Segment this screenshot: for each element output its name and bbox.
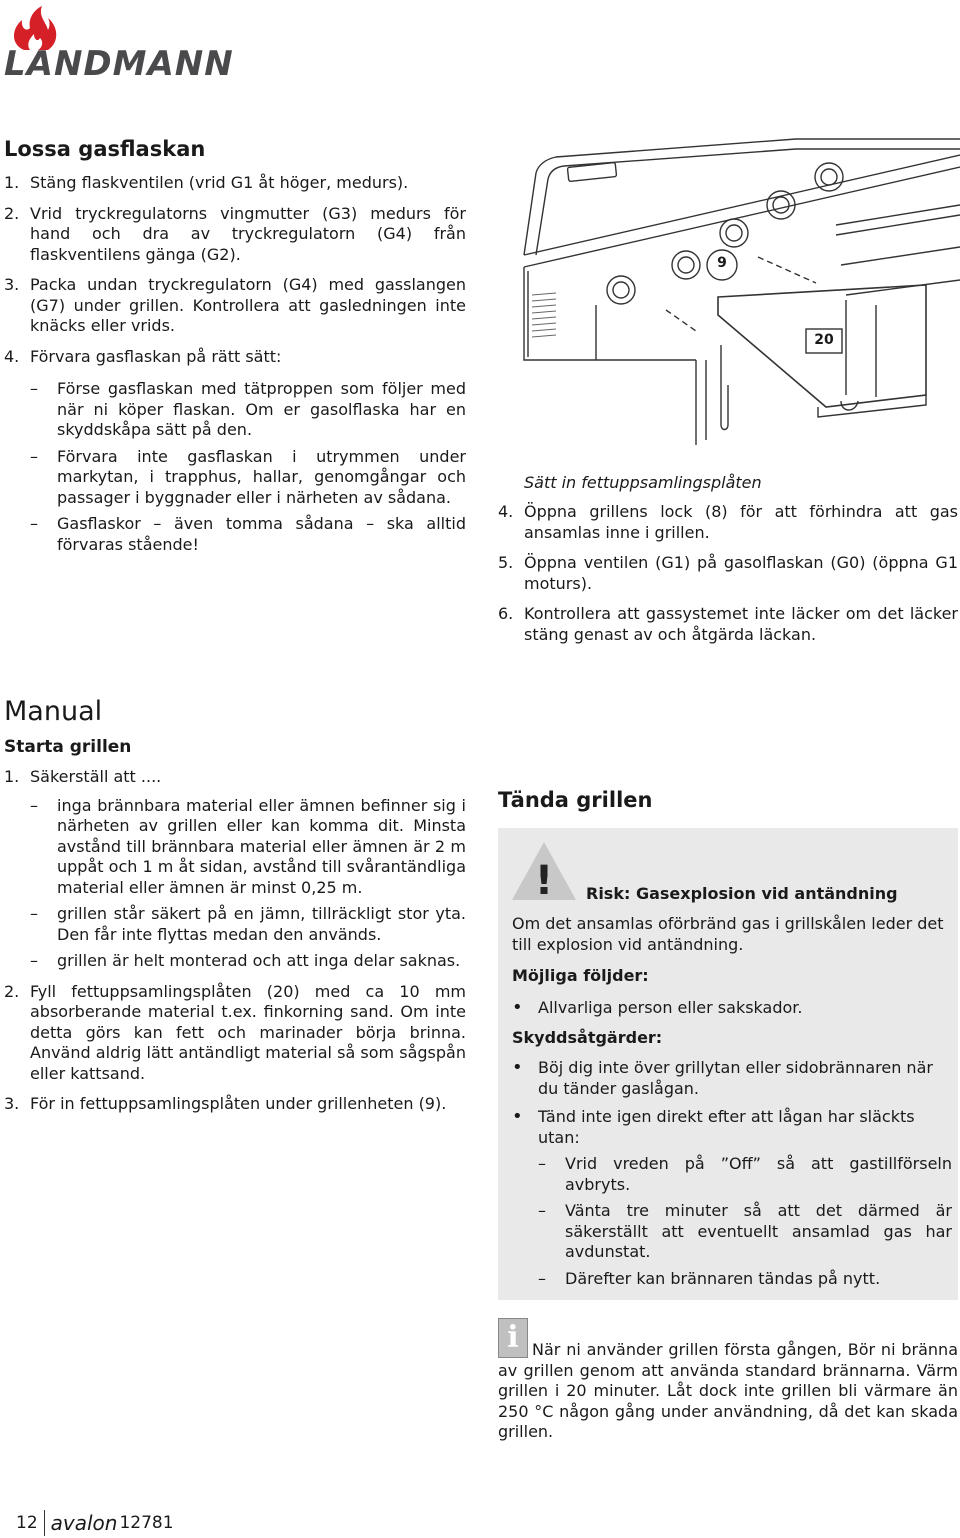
brand-wordmark: LANDMANN	[4, 44, 234, 84]
figure-caption: Sätt in fettuppsamlingsplåten	[524, 473, 762, 492]
manual-heading: Manual	[4, 696, 103, 727]
list-item: 2. Vrid tryckregulatorns vingmutter (G3) medurs för hand och dra av tryckregulatorn (G4) från flaskventilens gänga (G2).	[4, 203, 466, 264]
svg-text:!: !	[534, 858, 554, 902]
list-item: 4. Öppna grillens lock (8) för att förhindra att gas ansamlas inne i grillen.	[498, 502, 958, 542]
warning-box	[498, 828, 958, 1300]
dash-item: – Vänta tre minuter så att det därmed är säkerställt att eventuellt ansamlad gas har avdunstat.	[538, 1201, 952, 1261]
list-item: • Böj dig inte över grillytan eller sidobrännaren när du tänder gaslågan.	[512, 1057, 933, 1098]
dash-item: – Förvara inte gasflaskan i utrymmen under markytan, i trapphus, hallar, genomgångar och passager i byggnader eller i närheten av sådana.	[30, 446, 466, 507]
dash-item: – grillen är helt monterad och att inga delar saknas.	[30, 951, 461, 970]
page-number: 12	[16, 1513, 38, 1533]
ignite-heading: Tända grillen	[498, 788, 653, 812]
dash-item: – Förse gasflaskan med tätproppen som följer med när ni köper flaskan. Om er gasolflaska har en skyddskåpa sätt på den.	[30, 379, 466, 439]
list-item: • Allvarliga person eller sakskador.	[512, 997, 803, 1018]
brand-logo	[4, 6, 264, 84]
list-item: 3. Packa undan tryckregulatorn (G4) med gasslangen (G7) under grillen. Kontrollera att gasledningen inte knäcks eller vrids.	[4, 275, 466, 335]
section-right-steps	[498, 502, 958, 645]
model-number: 12781	[119, 1513, 174, 1533]
dash-item: – inga brännbara material eller ämnen befinner sig i närheten av grillen eller kan komma dit. Minsta avstånd till brännbara material eller ämnen är 2 m uppåt och 1 m åt sidan, avstånd till svårantändliga material eller ämnen är minst 0,25 m.	[30, 795, 466, 897]
list-item: 1. Stäng flaskventilen (vrid G1 åt höger, medurs).	[4, 173, 409, 192]
dash-item: – grillen står säkert på en jämn, tillräckligt stor yta. Den får inte flyttas medan den används.	[30, 904, 466, 944]
dash-item: – Därefter kan brännaren tändas på nytt.	[538, 1268, 881, 1288]
figure-label-9: 9	[717, 255, 727, 271]
list-item: 5. Öppna ventilen (G1) på gasolflaskan (G0) (öppna G1 moturs).	[498, 553, 958, 593]
model-name: avalon	[50, 1511, 118, 1535]
list-item: 4. Förvara gasflaskan på rätt sätt:	[4, 346, 282, 366]
measures-label: Skyddsåtgärder:	[512, 1028, 663, 1047]
dash-item: – Gasflaskor – även tomma sådana – ska alltid förvaras stående!	[30, 514, 466, 554]
info-icon: i	[498, 1318, 528, 1358]
list-item: 3. För in fettuppsamlingsplåten under grillenheten (9).	[4, 1094, 447, 1113]
list-item: 2. Fyll fettuppsamlingsplåten (20) med ca 10 mm absorberande material t.ex. finkorning sand. Om inte detta görs kan fett och marinader börja brinna. Använd aldrig lätt antändligt material så som sågspån eller kattsand.	[4, 981, 466, 1083]
list-item: 6. Kontrollera att gassystemet inte läcker om det läcker stäng genast av och åtgärda läckan.	[498, 604, 958, 644]
info-text: När ni använder grillen första gången, Bör ni bränna av grillen genom att använda standard brännarna. Värm grillen i 20 minuter. Låt dock inte grillen bli värmare än 250 °C någon gång under användning, då det kan skada grillen.	[498, 1340, 958, 1441]
warning-title: Risk: Gasexplosion vid antändning	[586, 884, 898, 903]
dash-item: – Vrid vreden på ”Off” så att gastillförseln avbryts.	[538, 1154, 952, 1194]
section-heading: Lossa gasflaskan	[4, 137, 206, 161]
footer-divider	[44, 1510, 45, 1536]
grill-figure	[496, 135, 960, 465]
list-item: • Tänd inte igen direkt efter att lågan har släckts utan:	[512, 1106, 915, 1147]
manual-subheading: Starta grillen	[4, 737, 132, 757]
warning-text: Om det ansamlas oförbränd gas i grillskålen leder det till explosion vid antändning.	[512, 914, 944, 954]
list-item: 1. Säkerställ att ....	[4, 767, 162, 786]
section-manual	[4, 696, 466, 1115]
section-release-gas	[4, 137, 466, 555]
warning-triangle-icon	[510, 840, 578, 902]
consequences-label: Möjliga följder:	[512, 966, 649, 985]
info-note	[498, 1318, 958, 1443]
grill-illustration	[496, 135, 960, 465]
page-footer	[16, 1508, 174, 1538]
figure-label-20: 20	[814, 332, 834, 348]
